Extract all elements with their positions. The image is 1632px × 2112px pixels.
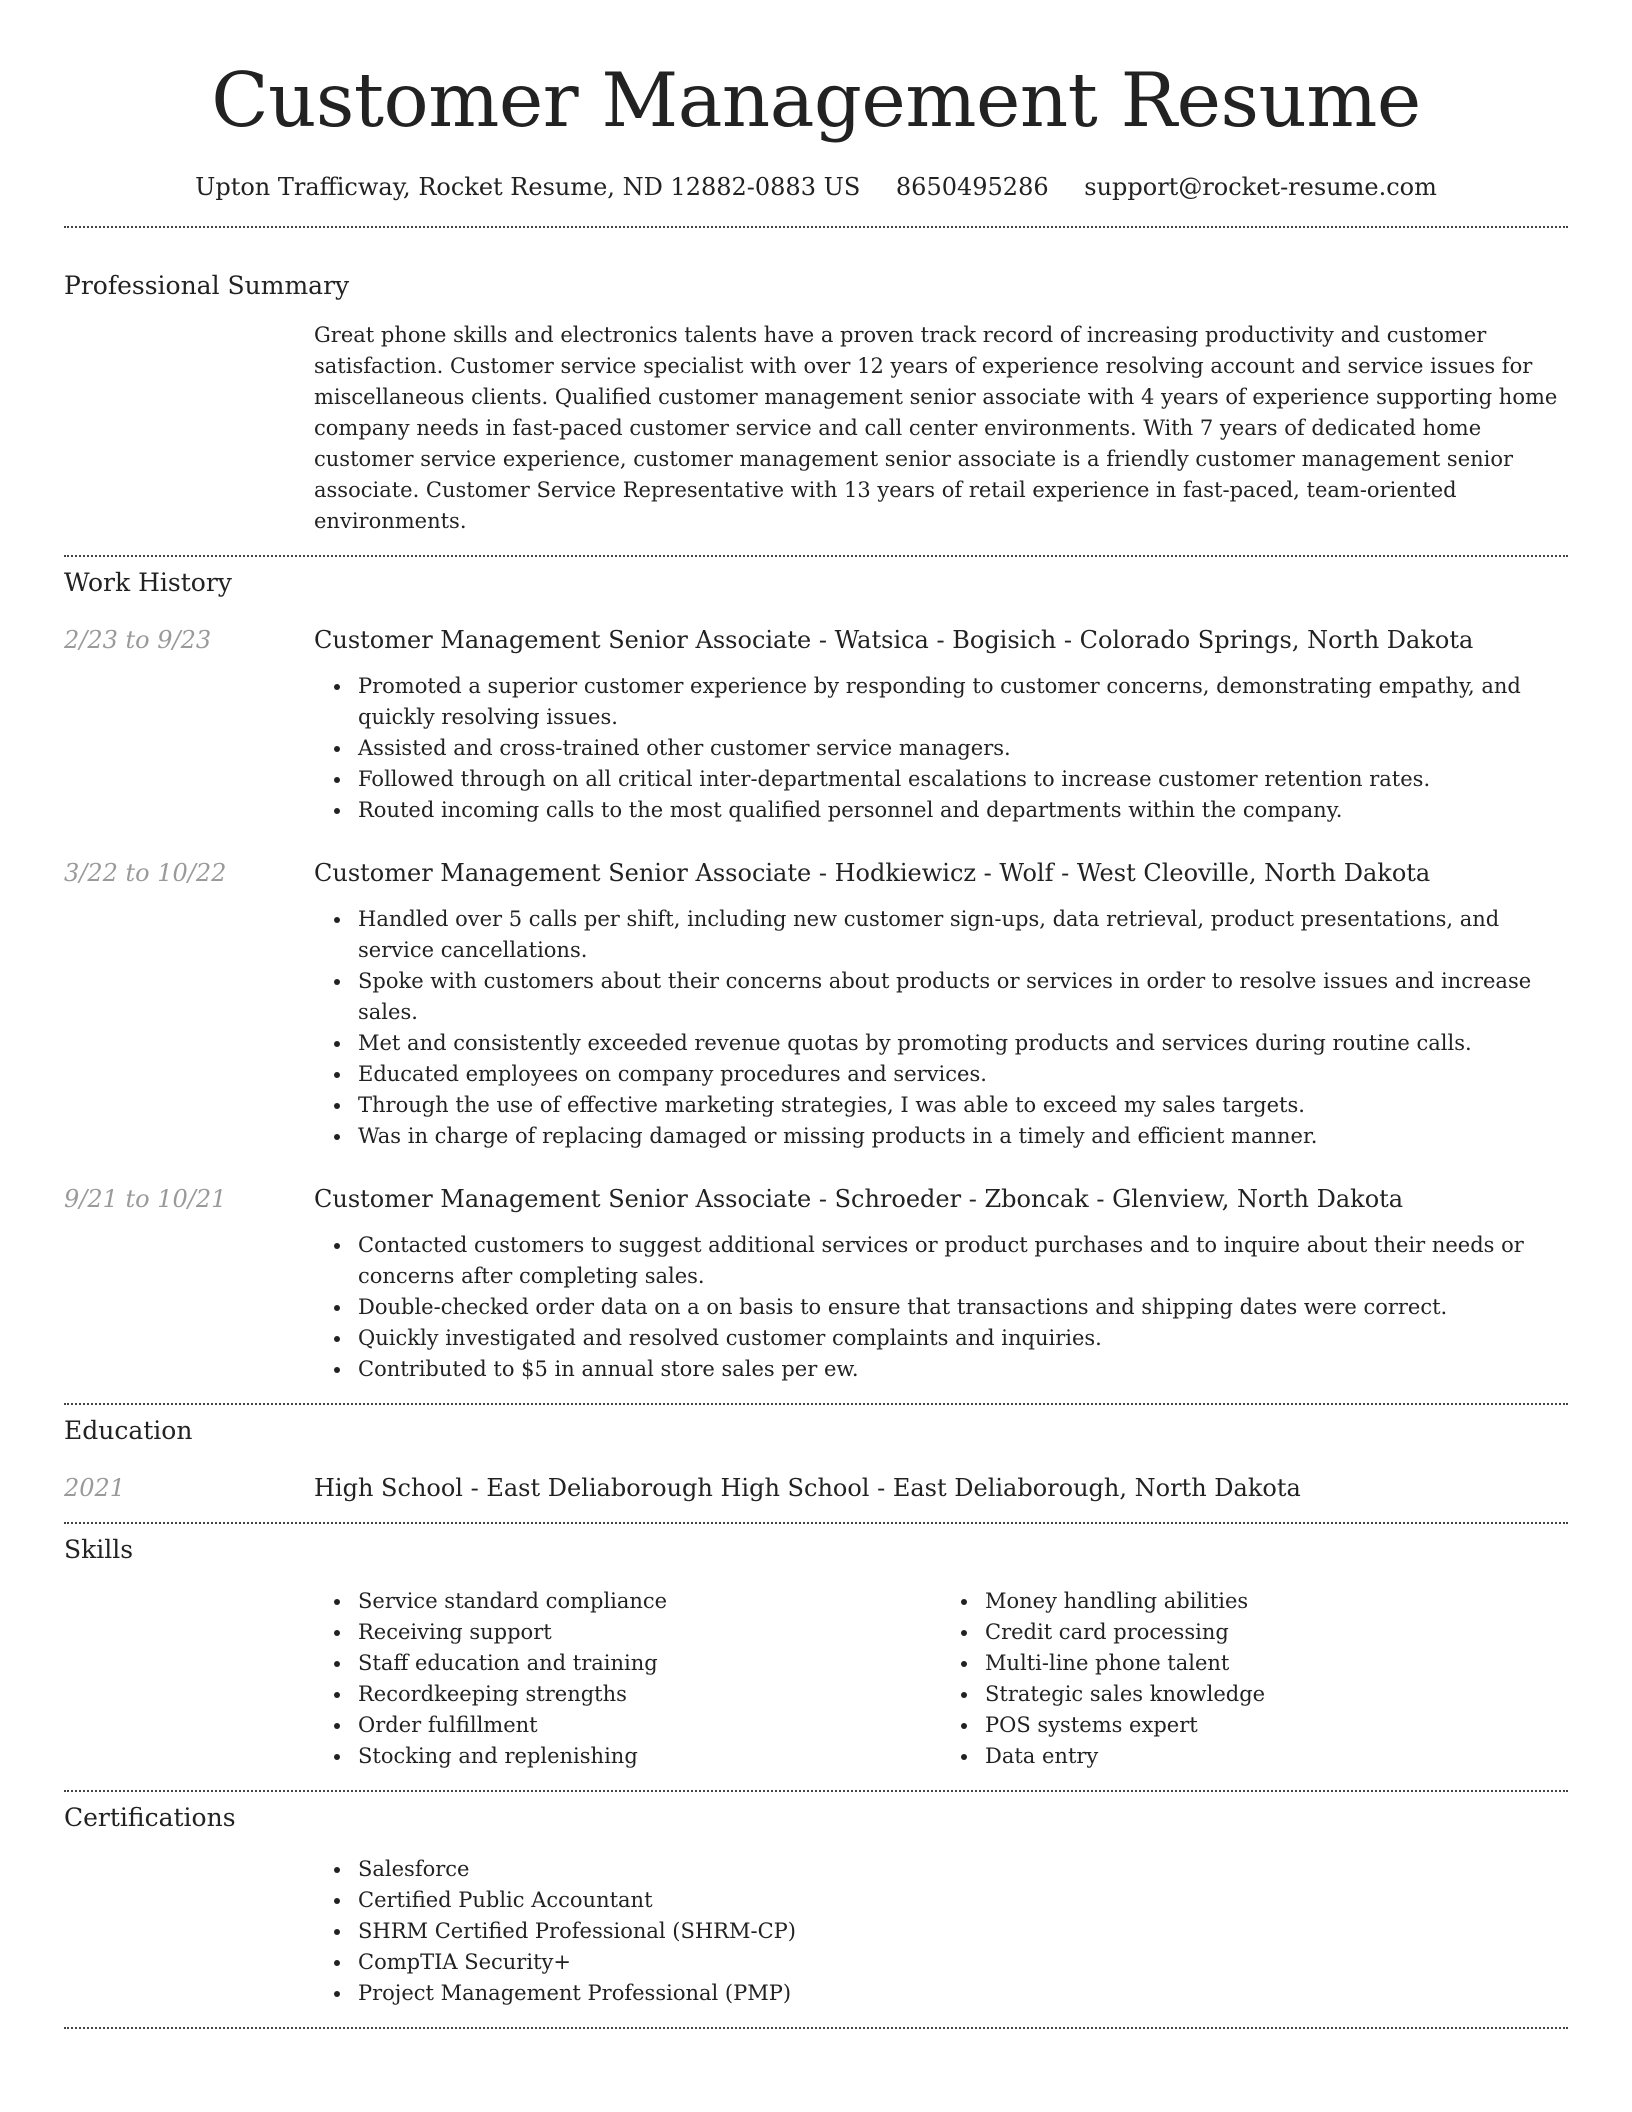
list-item: Recordkeeping strengths [358, 1679, 941, 1710]
job-employer: - Watsica - Bogisich - Colorado Springs, North Dakota [811, 626, 1474, 654]
contact-phone: 8650495286 [895, 173, 1049, 201]
list-item: CompTIA Security+ [358, 1947, 1258, 1978]
summary-section-title: Professional Summary [64, 271, 350, 300]
skills-section-title: Skills [64, 1535, 134, 1564]
job-heading [314, 856, 1568, 890]
list-item: Met and consistently exceeded revenue quotas by promoting products and services during routine calls. [358, 1028, 1568, 1059]
list-item: Order fulfillment [358, 1710, 941, 1741]
list-item: Assisted and cross-trained other customer service managers. [358, 733, 1568, 764]
list-item: Spoke with customers about their concerns about products or services in order to resolve issues and increase sales. [358, 966, 1568, 1028]
list-item: Project Management Professional (PMP) [358, 1978, 1258, 2009]
list-item: Multi-line phone talent [985, 1648, 1568, 1679]
skills-column-right [985, 1586, 1568, 1772]
list-item: POS systems expert [985, 1710, 1568, 1741]
list-item: Contacted customers to suggest additional services or product purchases and to inquire about their needs or concerns after completing sales. [358, 1230, 1568, 1292]
resume-header [64, 0, 1568, 204]
divider [64, 555, 1568, 557]
list-item: Was in charge of replacing damaged or missing products in a timely and efficient manner. [358, 1121, 1568, 1152]
job-role: Customer Management Senior Associate [314, 626, 812, 654]
list-item: Educated employees on company procedures and services. [358, 1059, 1568, 1090]
education-date: 2021 [64, 1474, 126, 1502]
skills-column-left [358, 1586, 941, 1772]
skills-list [314, 1586, 1568, 1772]
resume-page [64, 0, 1568, 2029]
job-heading [314, 1182, 1568, 1216]
list-item: Service standard compliance [358, 1586, 941, 1617]
list-item: Contributed to $5 in annual store sales per ew. [358, 1354, 1568, 1385]
divider [64, 1790, 1568, 1792]
list-item: Staff education and training [358, 1648, 941, 1679]
education-heading [314, 1471, 1568, 1505]
job-entry [64, 856, 1568, 1152]
list-item: Routed incoming calls to the most qualified personnel and departments within the company. [358, 795, 1568, 826]
list-item: Strategic sales knowledge [985, 1679, 1568, 1710]
job-employer: - Hodkiewicz - Wolf - West Cleoville, North Dakota [811, 859, 1431, 887]
job-dates: 2/23 to 9/23 [64, 626, 212, 654]
divider [64, 2027, 1568, 2029]
job-role: Customer Management Senior Associate [314, 1185, 812, 1213]
list-item: Certified Public Accountant [358, 1885, 1258, 1916]
job-employer: - Schroeder - Zboncak - Glenview, North Dakota [811, 1185, 1404, 1213]
contact-email: support@rocket-resume.com [1084, 173, 1437, 201]
contact-address: Upton Trafficway, Rocket Resume, ND 12882-0883 US [195, 173, 861, 201]
job-bullets [358, 1230, 1568, 1385]
list-item: Money handling abilities [985, 1586, 1568, 1617]
list-item: Stocking and replenishing [358, 1741, 941, 1772]
list-item: Promoted a superior customer experience by responding to customer concerns, demonstrating empathy, and quickly resolving issues. [358, 671, 1568, 733]
certifications-list [358, 1854, 1258, 2009]
job-dates: 9/21 to 10/21 [64, 1185, 227, 1213]
list-item: Through the use of effective marketing strategies, I was able to exceed my sales targets. [358, 1090, 1568, 1121]
list-item: Quickly investigated and resolved customer complaints and inquiries. [358, 1323, 1568, 1354]
summary-text: Great phone skills and electronics talents have a proven track record of increasing productivity and customer satisfaction. Customer service specialist with over 12 years of experience resolving account and service issues for miscellaneous clients. Qualified customer management senior associate with 4 years of experience supporting home company needs in fast-paced customer service and call center environments. With 7 years of dedicated home customer service experience, customer management senior associate is a friendly customer management senior associate. Customer Service Representative with 13 years of retail experience in fast-paced, team-oriented environments. [314, 323, 1558, 533]
certifications-list-wrap [314, 1854, 1568, 2009]
certifications-section-title: Certifications [64, 1803, 236, 1832]
list-item: Data entry [985, 1741, 1568, 1772]
divider [64, 226, 1568, 228]
job-entry [64, 623, 1568, 826]
list-item: Handled over 5 calls per shift, including new customer sign-ups, data retrieval, product presentations, and service cancellations. [358, 904, 1568, 966]
work-section-title: Work History [64, 568, 232, 597]
education-degree: High School [314, 1474, 463, 1502]
list-item: Salesforce [358, 1854, 1258, 1885]
contact-line [64, 170, 1568, 204]
education-entry [64, 1471, 1568, 1505]
page-title: Customer Management Resume [211, 56, 1421, 144]
divider [64, 1522, 1568, 1524]
job-dates: 3/22 to 10/22 [64, 859, 227, 887]
education-section-title: Education [64, 1416, 193, 1445]
job-bullets [358, 904, 1568, 1152]
job-heading [314, 623, 1568, 657]
list-item: SHRM Certified Professional (SHRM-CP) [358, 1916, 1258, 1947]
job-bullets [358, 671, 1568, 826]
list-item: Double-checked order data on a on basis to ensure that transactions and shipping dates were correct. [358, 1292, 1568, 1323]
divider [64, 1403, 1568, 1405]
job-entry [64, 1182, 1568, 1385]
list-item: Followed through on all critical inter-departmental escalations to increase customer retention rates. [358, 764, 1568, 795]
education-school: - East Deliaborough High School - East Deliaborough, North Dakota [462, 1474, 1301, 1502]
list-item: Receiving support [358, 1617, 941, 1648]
list-item: Credit card processing [985, 1617, 1568, 1648]
job-role: Customer Management Senior Associate [314, 859, 812, 887]
